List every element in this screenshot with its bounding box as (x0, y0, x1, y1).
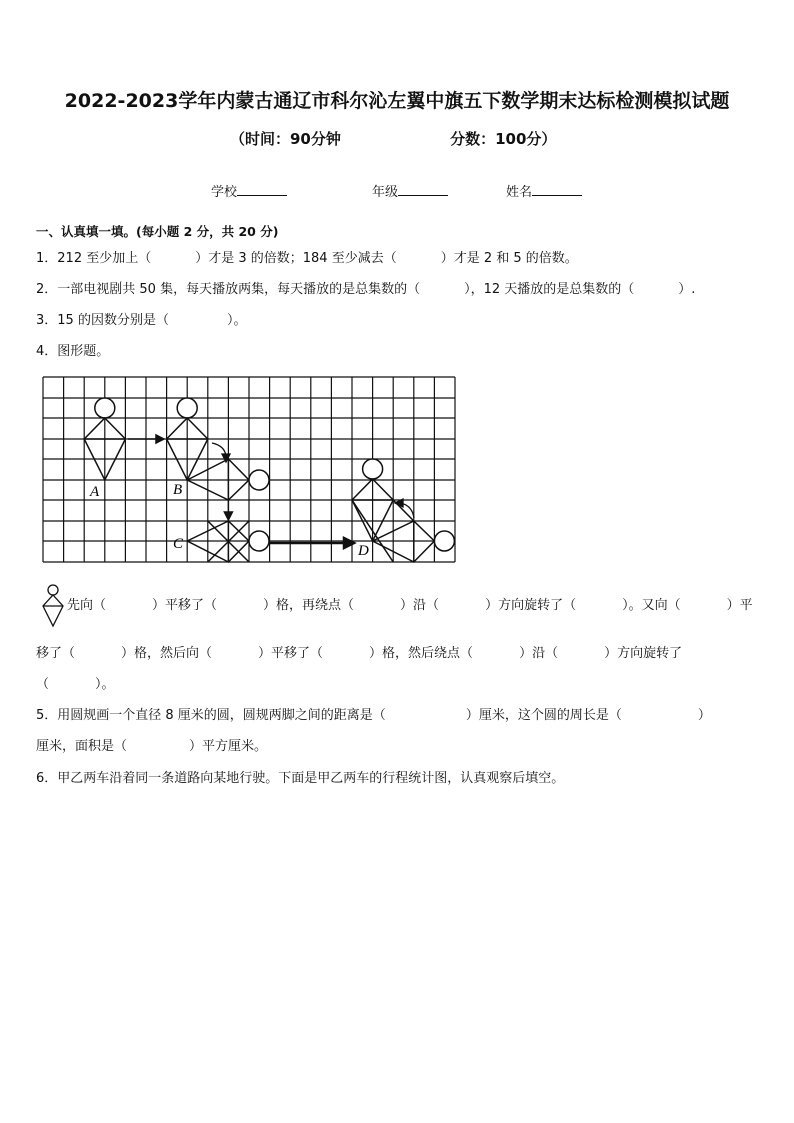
school-label: 学校 (211, 185, 238, 200)
geometry-figure (0, 368, 794, 668)
q4-text-2: ）平移了（ (152, 598, 218, 613)
grade-label: 年级 (372, 185, 399, 200)
rotation-arrow-d-icon (395, 499, 414, 518)
q4-line-3 (36, 676, 115, 694)
grade-blank[interactable] (398, 183, 448, 196)
q2-part-b: ），12 天播放的是总集数的（ (464, 282, 635, 297)
q2-part-c: ）. (678, 282, 696, 297)
grade-field (372, 181, 448, 200)
name-blank[interactable] (532, 183, 582, 196)
q4-line-2 (36, 645, 682, 663)
name-label: 姓名 (506, 185, 533, 200)
q4-text-8: 移了（ (36, 646, 76, 661)
q4-text-10: ）平移了（ (258, 646, 324, 661)
q1-part-b: ）才是 3 的倍数；184 至少减去（ (195, 251, 397, 266)
question-2 (36, 281, 695, 299)
kite-figure-icon (39, 584, 69, 628)
q4-text-13: ）方向旋转了 (604, 646, 683, 661)
q4-text-4: ）沿（ (400, 598, 440, 613)
question-3 (36, 312, 246, 330)
q4-text-15: ）。 (95, 677, 115, 692)
q4-text-1: 先向（ (67, 598, 107, 613)
q4-text-5: ）方向旋转了（ (485, 598, 577, 613)
page-title: 2022-2023学年内蒙古通辽市科尔沁左翼中旗五下数学期末达标检测模拟试题 (64, 90, 730, 112)
q5-part-a: 5．用圆规画一个直径 8 厘米的圆，圆规两脚之间的距离是（ (36, 708, 386, 723)
school-field (211, 181, 287, 200)
question-1 (36, 250, 578, 268)
q4-text-7: ）平 (726, 598, 753, 613)
exam-meta (230, 128, 556, 149)
q5-part-c: ） (697, 708, 711, 723)
q4-text-9: ）格，然后向（ (121, 646, 213, 661)
question-6: 6．甲乙两车沿着同一条道路向某地行驶。下面是甲乙两车的行程统计图，认真观察后填空。 (36, 771, 565, 786)
q1-part-c: ）才是 2 和 5 的倍数。 (440, 251, 578, 266)
q4-line-1 (67, 597, 753, 615)
time-label: （时间：90分钟 (230, 130, 341, 148)
label-c: C (173, 536, 184, 552)
school-blank[interactable] (237, 183, 287, 196)
q5-part-b: ）厘米，这个圆的周长是（ (465, 708, 622, 723)
q3-part-b: ）。 (226, 313, 247, 328)
q3-part-a: 3．15 的因数分别是（ (36, 313, 169, 328)
question-5 (36, 707, 711, 725)
q5-part-e: ）平方厘米。 (189, 739, 268, 754)
label-b: B (173, 482, 183, 498)
q5-part-d: 厘米，面积是（ (36, 739, 128, 754)
label-a: A (90, 484, 100, 500)
arrow-c-to-d-icon (270, 538, 354, 548)
q1-part-a: 1．212 至少加上（ (36, 251, 152, 266)
label-d: D (358, 543, 369, 559)
name-field (506, 181, 582, 200)
score-label: 分数：100分） (450, 130, 557, 148)
q2-part-a: 2．一部电视剧共 50 集，每天播放两集，每天播放的是总集数的（ (36, 282, 421, 297)
q4-text-3: ）格，再绕点（ (263, 598, 355, 613)
section-heading: 一、认真填一填。(每小题 2 分，共 20 分) (36, 224, 279, 239)
question-4-title: 4．图形题。 (36, 344, 110, 359)
q4-text-6: ）。又向（ (622, 598, 681, 613)
q4-text-14: （ (36, 677, 50, 692)
q4-text-11: ）格，然后绕点（ (369, 646, 474, 661)
q4-text-12: ）沿（ (519, 646, 559, 661)
arrow-down-icon (224, 500, 232, 520)
question-5-cont (36, 738, 267, 756)
